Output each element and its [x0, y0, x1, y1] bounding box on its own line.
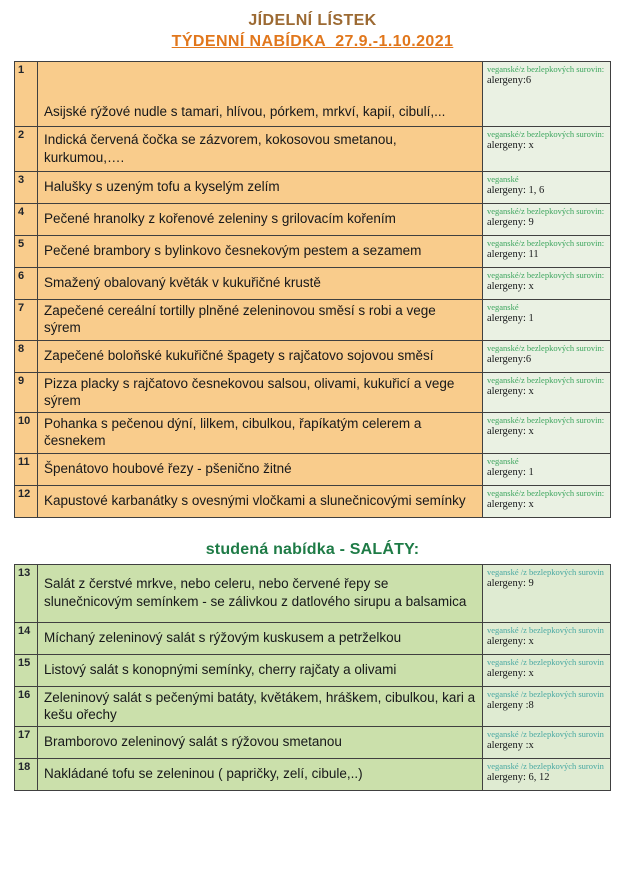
diet-allergen-cell	[482, 127, 610, 171]
row-number: 1	[15, 62, 38, 126]
row-number: 2	[15, 127, 38, 171]
diet-label: veganské/z bezlepkových surovin:	[487, 487, 605, 498]
allergen-label: alergeny :8	[487, 699, 534, 711]
diet-label: veganské /z bezlepkových surovin	[487, 729, 604, 740]
menu-row	[15, 300, 610, 341]
allergen-label: alergeny: 9	[487, 577, 534, 589]
dish-name: Zapečené boloňské kukuřičné špagety s rajčatovo sojovou směsí	[38, 341, 482, 372]
menu-row	[15, 62, 610, 127]
row-number: 15	[15, 655, 38, 686]
allergen-label: alergeny: x	[487, 498, 534, 510]
menu-row	[15, 268, 610, 300]
menu-row	[15, 204, 610, 236]
dish-name: Halušky s uzeným tofu a kyselým zelím	[38, 172, 482, 203]
diet-label: veganské	[487, 455, 519, 466]
dish-name: Pečené hranolky z kořenové zeleniny s grilovacím kořením	[38, 204, 482, 235]
diet-label: veganské /z bezlepkových surovin	[487, 566, 604, 577]
allergen-label: alergeny: x	[487, 635, 534, 647]
diet-label: veganské/z bezlepkových surovin:	[487, 129, 605, 139]
menu-row	[15, 655, 610, 687]
diet-label: veganské /z bezlepkových surovin	[487, 656, 604, 667]
row-number: 16	[15, 687, 38, 727]
dish-name: Pizza placky s rajčatovo česnekovou salsou, olivami, kukuřicí a vege sýrem	[38, 373, 482, 413]
dish-name: Listový salát s konopnými semínky, cherry rajčaty a olivami	[38, 655, 482, 686]
diet-allergen-cell	[482, 204, 610, 235]
row-number: 5	[15, 236, 38, 267]
diet-allergen-cell	[482, 341, 610, 372]
menu-row	[15, 565, 610, 623]
diet-allergen-cell	[482, 727, 610, 758]
row-number: 4	[15, 204, 38, 235]
dish-name: Asijské rýžové nudle s tamari, hlívou, pórkem, mrkví, kapií, cibulí,...	[38, 62, 482, 126]
row-number: 8	[15, 341, 38, 372]
dish-name: Zapečené cereální tortilly plněné zeleninovou směsí s robi a vege sýrem	[38, 300, 482, 340]
menu-row	[15, 413, 610, 454]
diet-allergen-cell	[482, 623, 610, 654]
diet-allergen-cell	[482, 454, 610, 485]
dish-name: Smažený obalovaný květák v kukuřičné krustě	[38, 268, 482, 299]
diet-label: veganské/z bezlepkových surovin:	[487, 342, 605, 353]
diet-allergen-cell	[482, 687, 610, 727]
diet-label: veganské /z bezlepkových surovin	[487, 688, 604, 699]
menu-row	[15, 687, 610, 728]
allergen-label: alergeny: x	[487, 140, 534, 152]
diet-label: veganské/z bezlepkových surovin:	[487, 270, 605, 280]
row-number: 11	[15, 454, 38, 485]
diet-label: veganské /z bezlepkových surovin	[487, 624, 604, 635]
menu-row	[15, 373, 610, 414]
allergen-label: alergeny: 1	[487, 313, 534, 325]
row-number: 17	[15, 727, 38, 758]
weekly-menu-table	[14, 61, 611, 518]
diet-label: veganské/z bezlepkových surovin:	[487, 238, 605, 248]
diet-label: veganské	[487, 174, 519, 184]
dish-name: Zeleninový salát s pečenými batáty, květákem, hráškem, cibulkou, kari a kešu ořechy	[38, 687, 482, 727]
allergen-label: alergeny: x	[487, 426, 534, 438]
menu-row	[15, 486, 610, 517]
allergen-label: alergeny :x	[487, 740, 534, 752]
menu-row	[15, 127, 610, 172]
salads-menu-table	[14, 564, 611, 792]
row-number: 3	[15, 172, 38, 203]
diet-allergen-cell	[482, 565, 610, 622]
diet-allergen-cell	[482, 373, 610, 413]
menu-row	[15, 454, 610, 486]
row-number: 12	[15, 486, 38, 517]
diet-allergen-cell	[482, 413, 610, 453]
menu-row	[15, 623, 610, 655]
row-number: 13	[15, 565, 38, 622]
dish-name: Nakládané tofu se zeleninou ( papričky, zelí, cibule,..)	[38, 759, 482, 790]
allergen-label: alergeny: 9	[487, 217, 534, 229]
dish-name: Bramborovo zeleninový salát s rýžovou smetanou	[38, 727, 482, 758]
diet-allergen-cell	[482, 268, 610, 299]
row-number: 10	[15, 413, 38, 453]
allergen-label: alergeny:6	[487, 75, 532, 87]
row-number: 6	[15, 268, 38, 299]
menu-row	[15, 727, 610, 759]
page-subtitle: TÝDENNÍ NABÍDKA 27.9.-1.10.2021	[171, 33, 454, 50]
dish-name: Indická červená čočka se zázvorem, kokosovou smetanou, kurkumou,….	[38, 127, 482, 171]
salads-heading: studená nabídka - SALÁTY:	[205, 540, 420, 558]
diet-allergen-cell	[482, 172, 610, 203]
menu-row	[15, 236, 610, 268]
dish-name: Kapustové karbanátky s ovesnými vločkami a slunečnicovými semínky	[38, 486, 482, 517]
diet-allergen-cell	[482, 236, 610, 267]
diet-allergen-cell	[482, 759, 610, 790]
page-title: JÍDELNÍ LÍSTEK	[248, 12, 377, 29]
dish-name: Pečené brambory s bylinkovo česnekovým pestem a sezamem	[38, 236, 482, 267]
dish-name: Špenátovo houbové řezy - pšenično žitné	[38, 454, 482, 485]
allergen-label: alergeny: 6, 12	[487, 772, 550, 784]
menu-row	[15, 341, 610, 373]
row-number: 14	[15, 623, 38, 654]
dish-name: Pohanka s pečenou dýní, lilkem, cibulkou, řapíkatým celerem a česnekem	[38, 413, 482, 453]
diet-label: veganské /z bezlepkových surovin	[487, 761, 604, 772]
diet-allergen-cell	[482, 486, 610, 517]
allergen-label: alergeny: x	[487, 385, 534, 397]
diet-allergen-cell	[482, 300, 610, 340]
diet-label: veganské/z bezlepkových surovin:	[487, 415, 605, 426]
allergen-label: alergeny: 1, 6	[487, 185, 545, 197]
allergen-label: alergeny: 1	[487, 466, 534, 478]
row-number: 9	[15, 373, 38, 413]
diet-label: veganské	[487, 302, 519, 312]
diet-allergen-cell	[482, 62, 610, 126]
row-number: 7	[15, 300, 38, 340]
diet-label: veganské/z bezlepkových surovin:	[487, 64, 605, 74]
allergen-label: alergeny: x	[487, 281, 534, 293]
allergen-label: alergeny: x	[487, 667, 534, 679]
diet-allergen-cell	[482, 655, 610, 686]
diet-label: veganské/z bezlepkových surovin:	[487, 206, 605, 216]
dish-name: Míchaný zeleninový salát s rýžovým kuskusem a petrželkou	[38, 623, 482, 654]
dish-name: Salát z čerstvé mrkve, nebo celeru, nebo červené řepy se slunečnicovým semínkem - se zálivkou z datlového sirupu a balsamica	[38, 565, 482, 622]
menu-row	[15, 172, 610, 204]
row-number: 18	[15, 759, 38, 790]
allergen-label: alergeny:6	[487, 353, 532, 365]
diet-label: veganské/z bezlepkových surovin:	[487, 374, 605, 385]
allergen-label: alergeny: 11	[487, 249, 539, 261]
menu-row	[15, 759, 610, 790]
